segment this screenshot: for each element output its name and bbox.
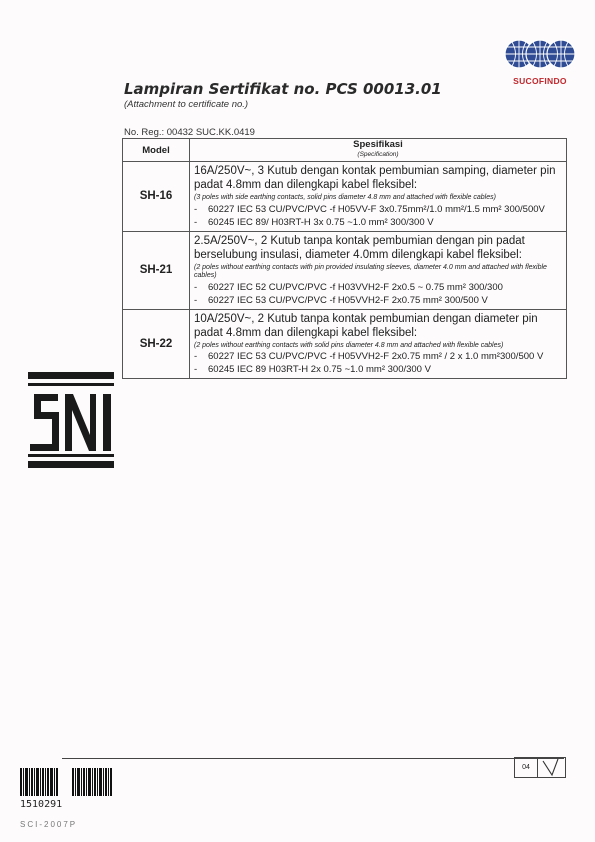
spec-cell: [190, 162, 567, 232]
standard-text: 60245 IEC 89 H03RT-H 2x 0.75 ~1.0 mm² 300/300 V: [208, 364, 431, 375]
table-row: [123, 231, 567, 309]
standard-text: 60227 IEC 53 CU/PVC/PVC -f H05VV-F 3x0.75mm²/1.0 mm²/1.5 mm² 300/500V: [208, 203, 545, 215]
standard-item: [194, 217, 562, 229]
table-row: [123, 309, 567, 379]
page-title: Lampiran Sertifikat no. PCS 00013.01: [124, 80, 442, 98]
spec-description-english: (2 poles without earthing contacts with pin provided insulating sleeves, diameter 4.0 mm and attached with flexible cables): [194, 263, 547, 279]
barcode-icon: [20, 768, 112, 796]
spec-description-english: (2 poles without earthing contacts with solid pins diameter 4.8 mm and attached with flexible cables): [194, 341, 504, 349]
model-column-header: Model: [123, 139, 190, 162]
list-dash: -: [194, 351, 198, 362]
form-code: SCI-2007P: [20, 820, 78, 829]
list-dash: -: [194, 281, 198, 293]
footer-divider: [62, 758, 564, 759]
list-dash: -: [194, 203, 198, 215]
spec-description: 2.5A/250V~, 2 Kutub tanpa kontak pembumian dengan pin padat berselubung insulasi, diameter 4.0mm dilengkapi kabel fleksibel:: [194, 234, 525, 261]
table-header-row: [123, 139, 567, 162]
spec-header-english: (Specification): [357, 151, 399, 158]
sni-mark-icon: [28, 372, 114, 468]
page-number: 04: [515, 758, 538, 777]
page-number-box: [514, 757, 566, 778]
standard-item: [194, 351, 562, 363]
model-cell: SH-16: [123, 162, 190, 232]
standard-text: 60227 IEC 52 CU/PVC/PVC -f H03VVH2-F 2x0.5 ~ 0.75 mm² 300/300: [208, 281, 503, 293]
standard-text: 60227 IEC 53 CU/PVC/PVC -f H05VVH2-F 2x0.75 mm² 300/500 V: [208, 294, 488, 306]
standard-item: [194, 295, 562, 307]
model-cell: SH-21: [123, 231, 190, 309]
spec-description-english: (3 poles with side earthing contacts, solid pins diameter 4.8 mm and attached with flexible cables): [194, 194, 496, 201]
spec-cell: [190, 231, 567, 309]
specification-table: [122, 138, 567, 379]
registration-number: No. Reg.: 00432 SUC.KK.0419: [124, 127, 255, 138]
brand-name: SUCOFINDO: [513, 76, 567, 86]
standard-text: 60245 IEC 89/ H03RT-H 3x 0.75 ~1.0 mm² 300/300 V: [208, 216, 434, 228]
spec-header-label: Spesifikasi: [353, 139, 403, 150]
spec-cell: [190, 309, 567, 379]
model-cell: SH-22: [123, 309, 190, 379]
spec-description: 16A/250V~, 3 Kutub dengan kontak pembumian samping, diameter pin padat 4.8mm dan dilengkapi kabel fleksibel:: [194, 165, 556, 191]
spec-column-header: [190, 139, 567, 162]
page-subtitle: (Attachment to certificate no.): [124, 99, 249, 110]
list-dash: -: [194, 364, 198, 375]
standard-text: 60227 IEC 53 CU/PVC/PVC -f H05VVH2-F 2x0.75 mm² / 2 x 1.0 mm²300/500 V: [208, 351, 544, 362]
barcode-number: 1510291: [20, 799, 63, 810]
standard-item: [194, 282, 562, 294]
spec-description: 10A/250V~, 2 Kutub tanpa kontak pembumian dengan diameter pin padat 4.8mm dan dilengkapi kabel fleksibel:: [194, 312, 538, 339]
list-dash: -: [194, 216, 198, 228]
list-dash: -: [194, 294, 198, 306]
table-row: [123, 162, 567, 232]
standard-item: [194, 364, 562, 376]
check-mark-icon: [538, 758, 565, 777]
standard-item: [194, 204, 562, 216]
